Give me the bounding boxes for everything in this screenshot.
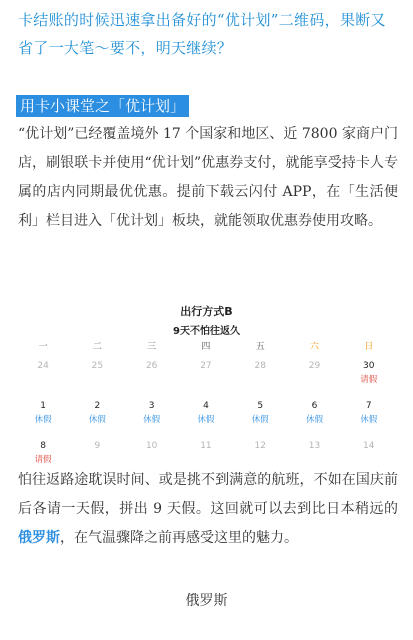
weekday-label: 五 xyxy=(255,342,265,352)
calendar-day xyxy=(287,396,341,436)
day-number: 14 xyxy=(363,441,375,451)
calendar-day xyxy=(125,396,179,436)
holiday-tag: 休假 xyxy=(143,415,161,425)
closing-paragraph xyxy=(18,466,398,553)
destination-highlight: 俄罗斯 xyxy=(18,530,60,546)
day-number: 29 xyxy=(308,361,321,371)
plan-subtitle: 9天不怕往返久 xyxy=(173,326,240,337)
holiday-tag: 休假 xyxy=(197,415,215,425)
day-number: 2 xyxy=(94,401,101,411)
holiday-calendar xyxy=(16,338,396,476)
calendar-day xyxy=(342,356,396,396)
section-heading: 用卡小课堂之「优计划」 xyxy=(16,95,189,117)
weekday-label: 四 xyxy=(201,342,211,352)
calendar-day xyxy=(342,396,396,436)
destination-heading: 俄罗斯 xyxy=(185,593,228,609)
holiday-tag: 休假 xyxy=(305,415,323,425)
day-number: 7 xyxy=(365,401,372,411)
calendar-day xyxy=(125,356,179,396)
calendar-week xyxy=(16,356,396,396)
weekday-label: 三 xyxy=(147,342,157,352)
closing-text: 怕往返路途耽误时间、或是挑不到满意的航班，不如在国庆前后各请一天假，拼出 9 天假。这回就可以去到比日本稍远的 xyxy=(18,472,398,517)
leave-tag: 请假 xyxy=(360,375,378,385)
day-number: 25 xyxy=(91,361,104,371)
calendar-day xyxy=(16,396,70,436)
weekday-label: 一 xyxy=(38,342,48,352)
calendar-day xyxy=(70,356,124,396)
day-number: 24 xyxy=(37,361,49,371)
leave-tag: 请假 xyxy=(34,455,52,465)
day-number: 9 xyxy=(94,441,101,451)
holiday-tag: 休假 xyxy=(34,415,52,425)
calendar-day xyxy=(179,396,233,436)
day-number: 28 xyxy=(254,361,266,371)
holiday-tag: 休假 xyxy=(360,415,378,425)
calendar-weekday-header xyxy=(16,338,396,356)
holiday-tag: 休假 xyxy=(251,415,269,425)
calendar-day xyxy=(233,396,287,436)
day-number: 11 xyxy=(200,441,212,451)
calendar-day xyxy=(16,356,70,396)
day-number: 30 xyxy=(363,361,375,371)
calendar-day xyxy=(287,356,341,396)
calendar-week xyxy=(16,396,396,436)
calendar-day xyxy=(70,396,124,436)
calendar-day xyxy=(233,356,287,396)
day-number: 6 xyxy=(311,401,318,411)
calendar-weeks xyxy=(16,356,396,476)
holiday-tag: 休假 xyxy=(88,415,106,425)
body-paragraph: “优计划”已经覆盖境外 17 个国家和地区、近 7800 家商户门店，刷银联卡并使用“优计划”优惠券支付，就能享受持卡人专属的店内同期最优优惠。提前下载云闪付 APP，在「生活便利」栏目进入「优计划」板块，就能领取优惠券使用攻略。 xyxy=(18,126,398,229)
calendar-day xyxy=(179,356,233,396)
day-number: 1 xyxy=(40,401,46,411)
day-number: 13 xyxy=(308,441,321,451)
day-number: 10 xyxy=(145,441,158,451)
day-number: 26 xyxy=(145,361,158,371)
day-number: 8 xyxy=(40,441,46,451)
day-number: 12 xyxy=(254,441,266,451)
day-number: 27 xyxy=(200,361,212,371)
day-number: 5 xyxy=(257,401,264,411)
weekday-label: 二 xyxy=(92,342,102,352)
intro-text: 卡结账的时候迅速拿出备好的“优计划”二维码，果断又省了一大笔～要不，明天继续？ xyxy=(18,11,386,57)
weekday-label-weekend: 日 xyxy=(364,342,374,352)
weekday-label-weekend: 六 xyxy=(309,342,319,352)
closing-text-end: ，在气温骤降之前再感受这里的魅力。 xyxy=(60,530,298,546)
day-number: 4 xyxy=(203,401,209,411)
day-number: 3 xyxy=(148,401,155,411)
plan-title: 出行方式B xyxy=(180,305,233,318)
